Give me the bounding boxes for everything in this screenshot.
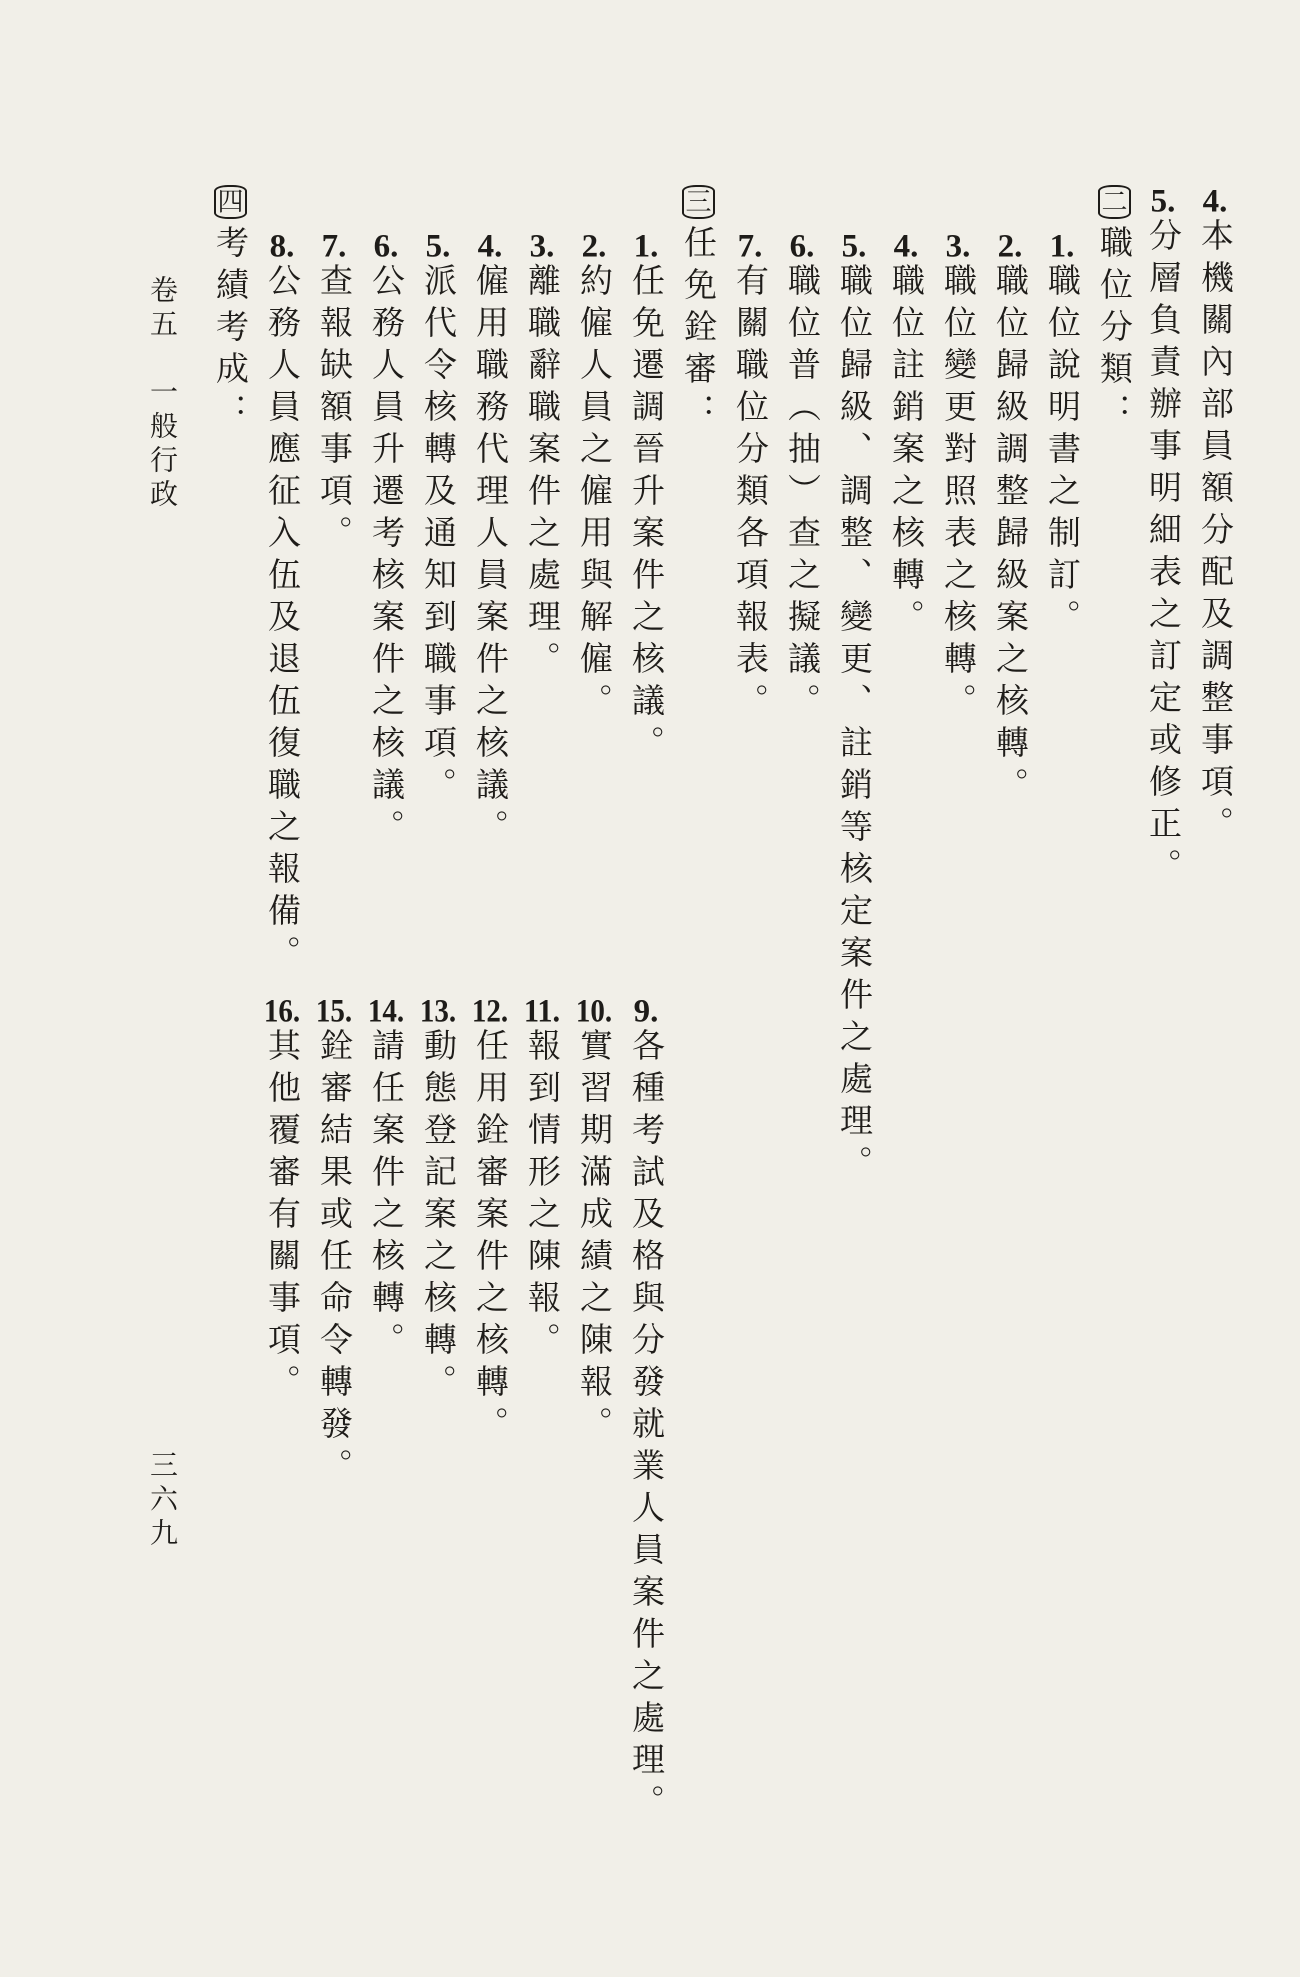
list-item: 5.職位歸級、調整、變更、註銷等核定案件之處理。: [835, 230, 874, 1187]
list-item: 4.職位註銷案之核轉。: [887, 230, 926, 641]
list-item: 7.有關職位分類各項報表。: [731, 230, 770, 725]
list-item: 11.報到情形之陳報。: [523, 995, 562, 1364]
list-item: 16.其他覆審有關事項。: [263, 995, 302, 1406]
list-item: 6.公務人員升遷考核案件之核議。: [367, 230, 406, 851]
running-footer-chapter: 卷五 一般行政: [146, 275, 179, 513]
list-item: 5.派代令核轉及通知到職事項。: [419, 230, 458, 809]
list-item: 3.職位變更對照表之核轉。: [939, 230, 978, 725]
section-heading-4: 四考績考成：: [210, 185, 250, 435]
list-item: 7.查報缺額事項。: [315, 230, 354, 557]
list-item: 10.實習期滿成績之陳報。: [575, 995, 614, 1448]
item-5: 5.分層負責辦事明細表之訂定或修正。: [1144, 185, 1183, 890]
list-item: 14.請任案件之核轉。: [367, 995, 406, 1364]
section-heading-2: 二職位分類：: [1094, 185, 1134, 435]
list-item: 12.任用銓審案件之核轉。: [471, 995, 510, 1448]
list-item: 2.約僱人員之僱用與解僱。: [575, 230, 614, 725]
page-number: 三六九: [146, 1450, 179, 1552]
list-item: 8.公務人員應征入伍及退伍復職之報備。: [263, 230, 302, 977]
list-item: 1.職位說明書之制訂。: [1043, 230, 1082, 641]
list-item: 9.各種考試及格與分發就業人員案件之處理。: [627, 995, 666, 1826]
list-item: 13.動態登記案之核轉。: [419, 995, 458, 1406]
list-item: 15.銓審結果或任命令轉發。: [315, 995, 354, 1490]
list-item: 2.職位歸級調整歸級案之核轉。: [991, 230, 1030, 809]
list-item: 4.僱用職務代理人員案件之核議。: [471, 230, 510, 851]
list-item: 6.職位普（抽）查之擬議。: [783, 230, 822, 725]
list-item: 1.任免遷調晉升案件之核議。: [627, 230, 666, 767]
list-item: 3.離職辭職案件之處理。: [523, 230, 562, 683]
section-heading-3: 三任免銓審：: [678, 185, 718, 435]
item-4: 4.本機關內部員額分配及調整事項。: [1196, 185, 1235, 848]
